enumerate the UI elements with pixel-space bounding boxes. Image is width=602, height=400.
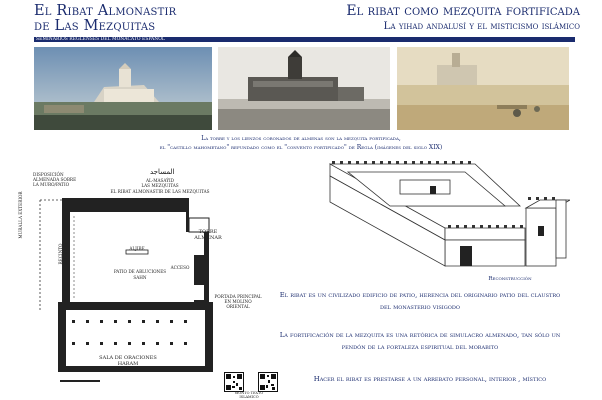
label-almenar: ALMENAR [194, 235, 222, 241]
paragraph-3: Hacer el ribat es prestarse a un arrebato personal, interior , místico [313, 375, 547, 383]
qr-code-2-icon [259, 373, 277, 391]
qr-code-1-icon [225, 373, 243, 391]
right-title [346, 4, 580, 34]
left-title-line1: El Ribat Almonastir [34, 3, 177, 19]
label-sala: SALA DE ORACIONES [99, 355, 157, 361]
photo-painting [34, 47, 212, 130]
paragraph-1 [250, 289, 590, 313]
label-acceso: ACCESO [170, 265, 190, 270]
label-patio: PATIO DE ABLUCIONES [113, 269, 167, 274]
photo-watercolor [397, 47, 569, 130]
paragraph-2-line1: La fortificación de la mezquita es una retórica de simulacro almenado, tan sólo un [279, 331, 561, 339]
paragraph-2 [250, 329, 590, 353]
label-aljibe: ALJIBE [129, 246, 145, 251]
side-label-1: MURALLA EXTERIOR [18, 191, 23, 239]
right-title-main: El ribat como mezquita fortificada [346, 3, 580, 19]
reconstruction-label: Reconstrucción [488, 276, 532, 282]
arabic-title: المساجد [150, 168, 175, 176]
left-title-line2: de Las Mezquitas [34, 18, 156, 34]
paragraph-2-line2: pendón de la fortaleza espiritual del morabito [341, 343, 499, 351]
qr-code-2[interactable] [258, 372, 278, 392]
label-portada2: EN MOLINO ORIENTAL [224, 299, 252, 309]
right-subtitle: La yihad andalusí y el misticismo islámico [383, 20, 580, 32]
label-portada: PORTADA PRINCIPAL [214, 294, 262, 299]
side-label-2: RECINTO SAGRADO [58, 242, 68, 266]
photo-bw [218, 47, 390, 130]
photo-caption [0, 134, 602, 152]
header-band-text: SEMINARIOS REGLENSES DEL MONACATO ESPAÑOL [36, 37, 165, 42]
paragraph-1-line1: El ribat es un civilizado edificio de patio, herencia del originario patio del claustro [279, 291, 561, 299]
label-haram: HARAM [117, 361, 139, 367]
reconstruction-drawing [300, 156, 570, 271]
qr-code-1[interactable] [224, 372, 244, 392]
label-sahn: SAHN [133, 275, 147, 280]
plan-note-top: DISPOSICIÓN ALMENADA SOBRE LA MURO/PATIO [33, 172, 77, 187]
qr-caption-line2: ISLAMICO [239, 395, 259, 399]
qr-caption [232, 391, 266, 399]
paragraph-1-line2: del monasterio visigodo [380, 303, 460, 311]
qr-caption-line1: MONTO TEXTO [234, 391, 264, 395]
plan-title: EL RIBAT ALMONASTIR DE LAS MEZQUITAS [110, 189, 210, 194]
photo-caption-line1: La torre y los lienzos coronados de almenas son la mezquita fortificada, [201, 135, 401, 142]
left-title [34, 4, 176, 34]
arabic-meaning: LAS MEZQUITAS [141, 183, 179, 188]
photo-caption-line2: el "castillo mahometano" refundado como el "convento fortificado" de Regla (imágenes del siglo XIX) [159, 144, 443, 151]
label-torre: TORRE [198, 229, 218, 235]
arabic-translit: AL-MASAŶID [145, 178, 175, 183]
